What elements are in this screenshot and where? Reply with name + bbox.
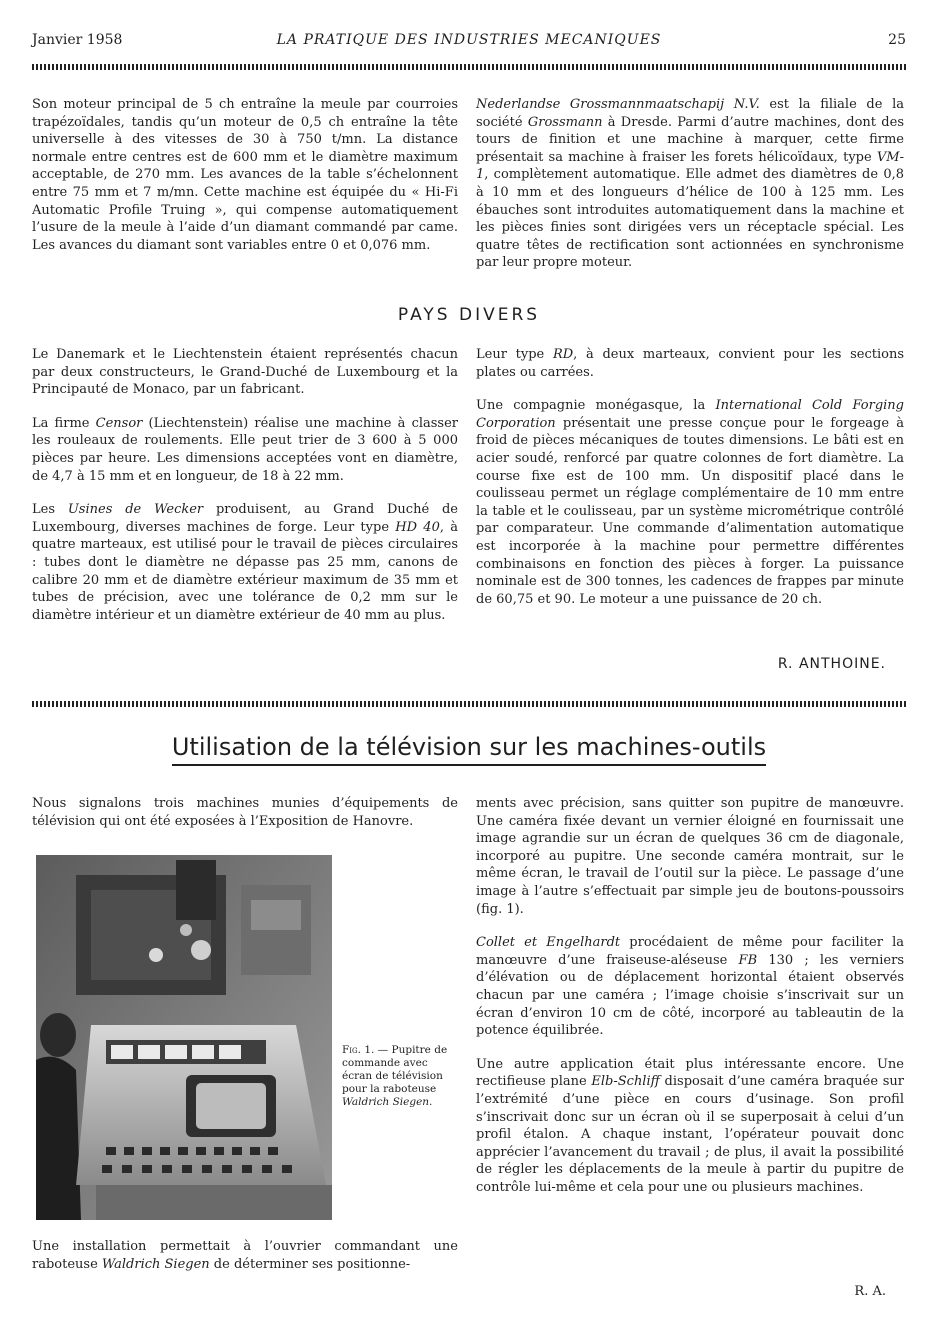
- top-left-column: [32, 96, 458, 254]
- company-name: International Cold Forging Corporation: [476, 398, 904, 431]
- company-name: Waldrich Siegen: [101, 1256, 210, 1272]
- figure-caption: Fig. 1. — Pupitre de commande avec écran de télévision pour la raboteuse Waldrich Siegen.: [342, 1044, 448, 1108]
- paragraph: Le Danemark et le Liechtenstein étaient représentés chacun par deux constructeurs, le Grand-Duché de Luxembourg et la Principauté de Monaco, par un fabricant.: [32, 347, 458, 398]
- machine-name: Waldrich Siegen.: [342, 1096, 433, 1108]
- article-right-column: [476, 795, 904, 1196]
- top-right-column: [476, 96, 904, 272]
- company-name: Censor: [95, 415, 143, 431]
- company-name: Grossmann: [527, 114, 603, 130]
- article-intro: [32, 795, 458, 830]
- section-title: PAYS DIVERS: [397, 305, 541, 325]
- paragraph: Nederlandse Grossmannmaatschapij N.V. est la filiale de la société Grossmann à Dresde. Parmi d’autre machines, dont des tours de finition et une machine à marquer, cette firme présentait sa machine à fraiser les forets hélicoïdaux, type VM-1, complètement automatique. Elle admet des diamètres de 0,8 à 10 mm et des longueurs d’hélice de 100 à 125 mm. Les ébauches sont introduites automatiquement dans la machine et les pièces finies sont dirigées vers un réceptacle spécial. Les quatre têtes de rectification sont actionnées en synchronisme par leur propre moteur.: [476, 97, 905, 271]
- author-signature: R. ANTHOINE.: [777, 656, 886, 672]
- paragraph: Les Usines de Wecker produisent, au Grand Duché de Luxembourg, diverses machines de forge. Leur type HD 40, à quatre marteaux, est utilisé pour le travail de pièces circulaires : tubes dont le diamètre ne dépasse pas 25 mm, canons de calibre 20 mm et de diamètre extérieur maximum de 35 mm et tubes de précision, avec une tolérance de 0,2 mm sur le diamètre intérieur et un diamètre extérieur de 40 mm au plus.: [32, 502, 459, 623]
- company-name: Usines de Wecker: [67, 502, 204, 518]
- paragraph: Une installation permettait à l’ouvrier commandant une raboteuse Waldrich Siegen de déterminer ses positionne-: [32, 1239, 458, 1272]
- paragraph: Nous signalons trois machines munies d’équipements de télévision qui ont été exposées à l’Exposition de Hanovre.: [32, 796, 458, 829]
- figure-label: Fig. 1.: [342, 1044, 375, 1056]
- issue-date: Janvier 1958: [32, 32, 123, 48]
- company-name: Collet et Engelhardt: [476, 935, 621, 951]
- paragraph: Son moteur principal de 5 ch entraîne la meule par courroies trapézoïdales, tandis qu’un moteur de 0,5 ch entraîne la tête universelle à des vitesses de 30 à 750 t/mn. La distance normale entre centres est de 600 mm et le diamètre maximum acceptable, de 270 mm. Les avances de la table s’échelonnent entre 75 mm et 7 m/mn. Cette machine est équipée du « Hi-Fi Automatic Profile Truing », qui compense automatiquement l’usure de la meule à l’aide d’un diamant commandé par came. Les avances du diamant sont variables entre 0 et 0,076 mm.: [32, 97, 458, 253]
- article-title: Utilisation de la télévision sur les machines-outils: [32, 733, 906, 766]
- paragraph: Collet et Engelhardt procédaient de même pour faciliter la manœuvre d’une fraiseuse-aléseuse FB 130 ; les verniers d’élévation ou de déplacement horizontal étaient observés chacun par une caméra ; l’image choisie s’inscrivait sur un écran d’environ 10 cm de côté, incorporé au tableautin de la potence équilibrée.: [476, 935, 904, 1039]
- pays-divers-left-column: [32, 346, 458, 624]
- control-desk-photo: [36, 855, 332, 1220]
- article-initials: R. A.: [854, 1284, 886, 1299]
- machine-type: HD 40: [395, 519, 440, 535]
- dotted-rule-middle: [32, 701, 906, 707]
- journal-title: LA PRATIQUE DES INDUSTRIES MECANIQUES: [276, 32, 662, 48]
- machine-type: VM-1: [476, 149, 904, 183]
- paragraph: Une compagnie monégasque, la International Cold Forging Corporation présentait une presse conçue pour le forgeage à froid de pièces mécaniques de toutes dimensions. Le bâti est en acier soudé, renforcé par quatre colonnes de fort diamètre. La course fixe est de 100 mm. Un dispositif placé dans le coulisseau permet un réglage complémentaire de 10 mm entre la table et le coulisseau, par un système micrométrique contrôlé par comparateur. Une commande d’alimentation automatique est incorporée à la machine pour permettre différentes combinaisons en fonction des pièces à forger. La puissance nominale est de 300 tonnes, les cadences de frappes par minute de 60,75 et 90. Le moteur a une puissance de 20 ch.: [476, 398, 904, 607]
- paragraph: Une autre application était plus intéressante encore. Une rectifieuse plane Elb-Schliff disposait d’une caméra braquée sur l’extrémité d’une pièce en cours d’usinage. Son profil s’inscrivait donc sur un écran où il se superposait à celui d’un profil étalon. A chaque instant, l’opérateur pouvait donc apprécier l’avancement du travail ; de plus, il avait la possibilité de régler les déplacements de la meule à partir du pupitre de contrôle lui-même et cela pour une ou plusieurs machines.: [476, 1056, 905, 1195]
- page-header: [32, 28, 906, 52]
- paragraph: Leur type RD, à deux marteaux, convient pour les sections plates ou carrées.: [476, 347, 904, 380]
- paragraph: La firme Censor (Liechtenstein) réalise une machine à classer les rouleaux de roulements. Elle peut trier de 3 600 à 5 000 pièces par heure. Les dimensions acceptées vont en diamètre, de 4,7 à 15 mm et en longueur, de 18 à 22 mm.: [32, 415, 459, 484]
- machine-type: RD: [552, 347, 574, 362]
- paragraph: ments avec précision, sans quitter son pupitre de manœuvre. Une caméra fixée devant un vernier éloigné en fournissait une image agrandie sur un écran de quelques 36 cm de diagonale, incorporé au pupitre. Une seconde caméra montrait, sur le même écran, le travail de l’outil sur la pièce. Le passage d’une image à l’autre s’effectuait par simple jeu de boutons-poussoirs (fig. 1).: [476, 796, 904, 917]
- article-left-bottom: [32, 1238, 458, 1273]
- pays-divers-right-column: [476, 346, 904, 608]
- machine-type: FB: [738, 952, 758, 968]
- dotted-rule-top: [32, 64, 906, 70]
- company-name: Elb-Schliff: [591, 1074, 660, 1090]
- page-number: 25: [888, 32, 906, 48]
- company-name: Nederlandse Grossmannmaatschapij N.V.: [476, 97, 760, 112]
